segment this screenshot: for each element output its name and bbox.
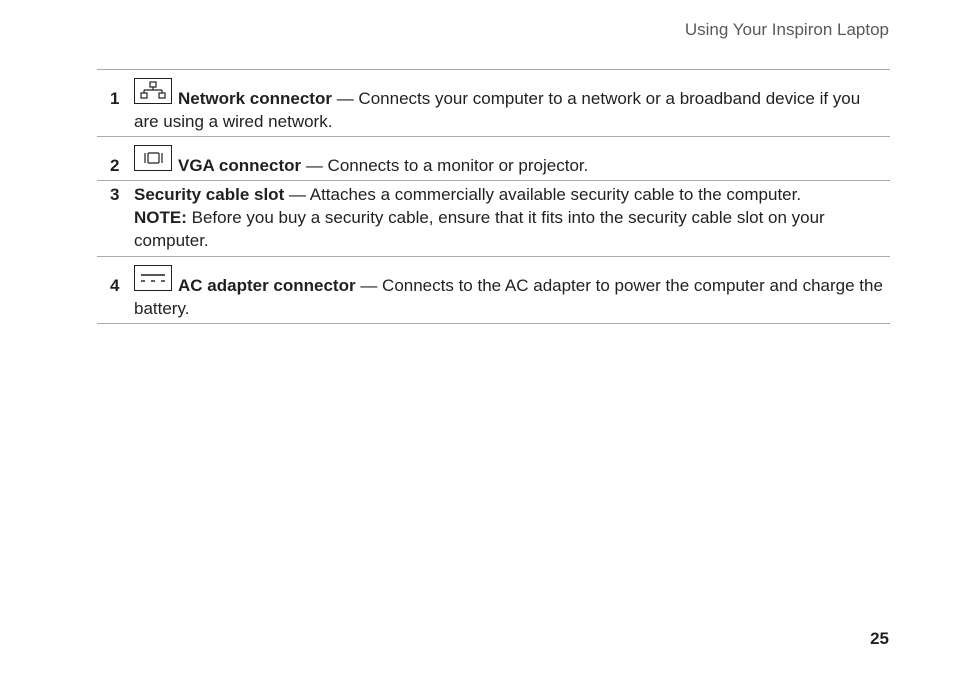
item-description: — Connects to the AC adapter to power the computer and charge the battery. — [134, 276, 883, 318]
item-body — [97, 78, 890, 133]
running-header: Using Your Inspiron Laptop — [684, 20, 889, 39]
note-label: NOTE: — [134, 208, 187, 227]
page-number: 25 — [870, 629, 889, 648]
item-body — [97, 265, 890, 320]
item-number: 3 — [110, 185, 120, 204]
item-description: — Connects your computer to a network or a broadband device if you are using a wired network. — [134, 89, 861, 131]
table-row — [97, 137, 890, 181]
item-term: Security cable slot — [134, 185, 285, 204]
item-description: — Attaches a commercially available security cable to the computer. — [284, 185, 802, 204]
item-number: 2 — [110, 156, 120, 175]
note-text: Before you buy a security cable, ensure that it fits into the security cable slot on your computer. — [134, 208, 825, 250]
item-term: VGA connector — [178, 156, 302, 175]
table-row — [97, 257, 890, 324]
item-body — [97, 183, 890, 252]
item-number: 4 — [110, 276, 120, 295]
item-description: — Connects to a monitor or projector. — [301, 156, 589, 175]
network-icon — [134, 78, 172, 104]
item-term: Network connector — [178, 89, 332, 108]
connector-table — [97, 69, 890, 324]
item-term: AC adapter connector — [178, 276, 356, 295]
vga-icon — [134, 145, 172, 171]
table-row — [97, 70, 890, 137]
item-number: 1 — [110, 89, 120, 108]
item-body — [97, 145, 890, 177]
table-row — [97, 181, 890, 257]
dc-power-icon — [134, 265, 172, 291]
